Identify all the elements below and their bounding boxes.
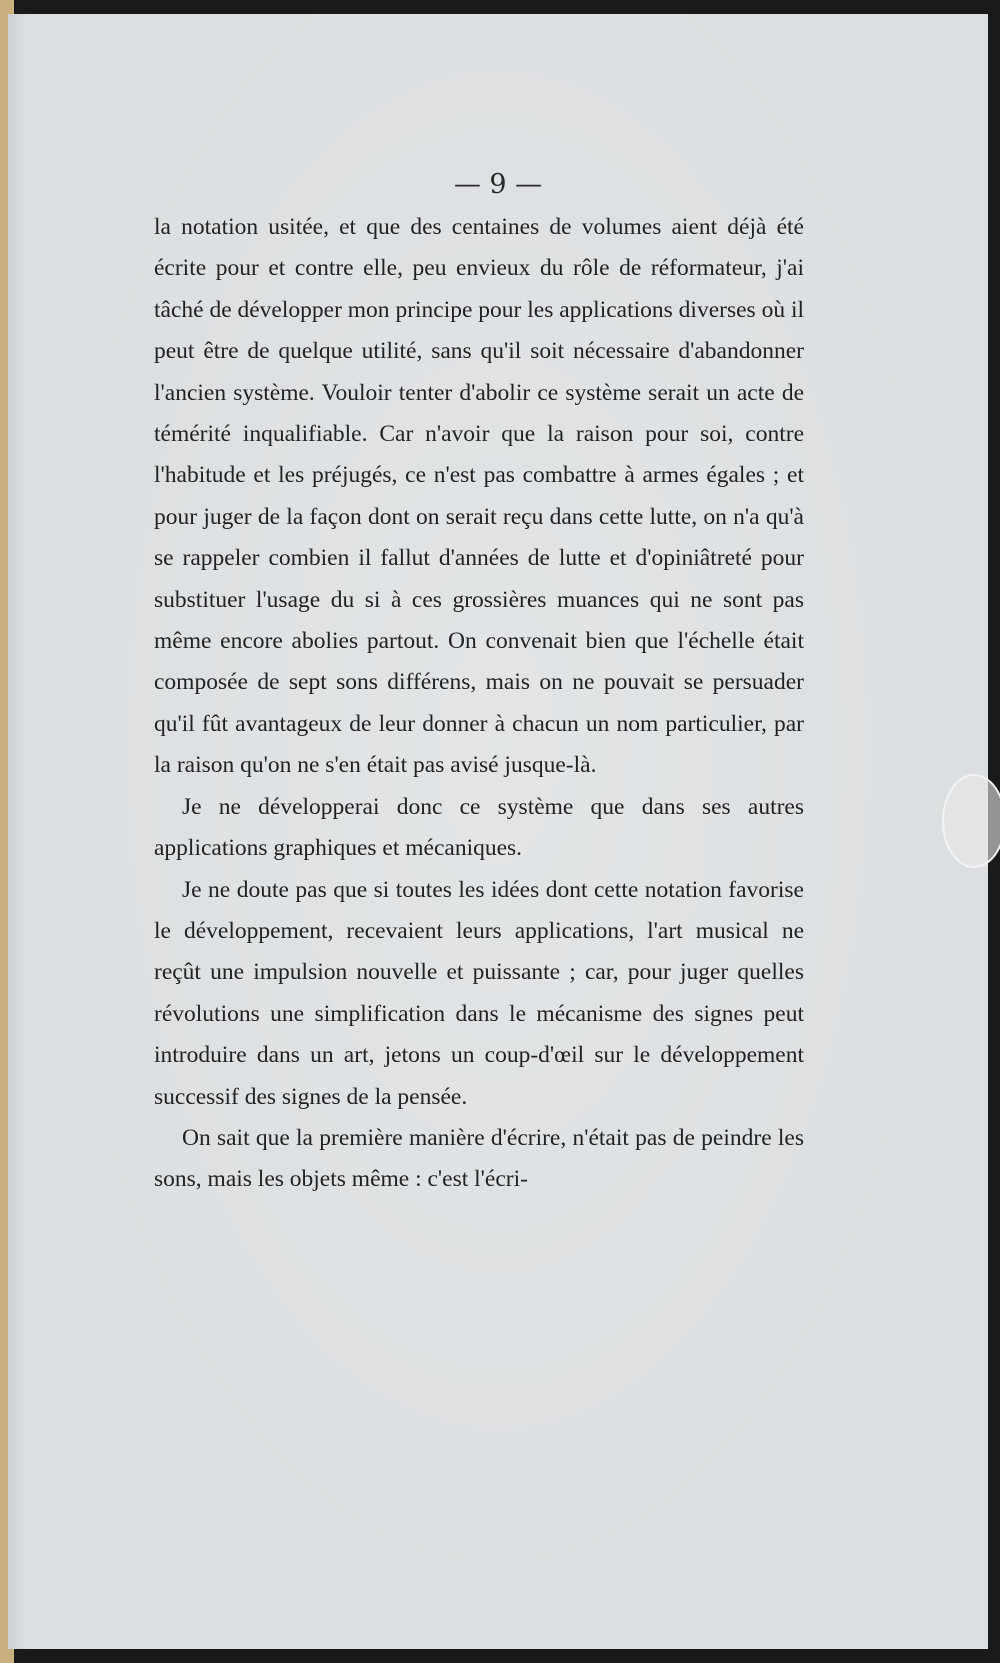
paragraph-1: la notation usitée, et que des centaines de volumes aient déjà été écrite pour et contre elle, peu envieux du rôle de réformateur, j'ai tâché de développer mon principe pour les applications diverses où il peut être de quelque utilité, sans qu'il soit nécessaire d'abandonner l'ancien système. Vouloir tenter d'abolir ce système serait un acte de témérité inqualifiable. Car n'avoir que la raison pour soi, contre l'habitude et les préjugés, ce n'est pas combattre à armes égales ; et pour juger de la façon dont on serait reçu dans cette lutte, on n'a qu'à se rappeler combien il fallut d'années de lutte et d'opiniâtreté pour substituer l'usage du si à ces grossières muances qui ne sont pas même encore abolies partout. On convenait bien que l'échelle était composée de sept sons différens, mais on ne pouvait se persuader qu'il fût avantageux de leur donner à chacun un nom particulier, par la raison qu'on ne s'en était pas avisé jusque-là. [154, 214, 804, 779]
paragraph-2: Je ne développerai donc ce système que dans ses autres applications graphiques et mécaniques. [154, 793, 804, 862]
paper-sheet [8, 14, 988, 1649]
paragraph-4: On sait que la première manière d'écrire, n'était pas de peindre les sons, mais les objets même : c'est l'écri- [154, 1124, 804, 1193]
page-number: — 9 — [453, 169, 543, 200]
page-edge-tab [942, 774, 1000, 868]
paragraph-3: Je ne doute pas que si toutes les idées dont cette notation favorise le développement, recevaient leurs applications, l'art musical ne reçût une impulsion nouvelle et puissante ; car, pour juger quelles révolutions une simplification dans le mécanisme des signes peut introduire dans un art, jetons un coup-d'œil sur le développement successif des signes de la pensée. [154, 876, 804, 1110]
body-text [154, 207, 804, 1201]
